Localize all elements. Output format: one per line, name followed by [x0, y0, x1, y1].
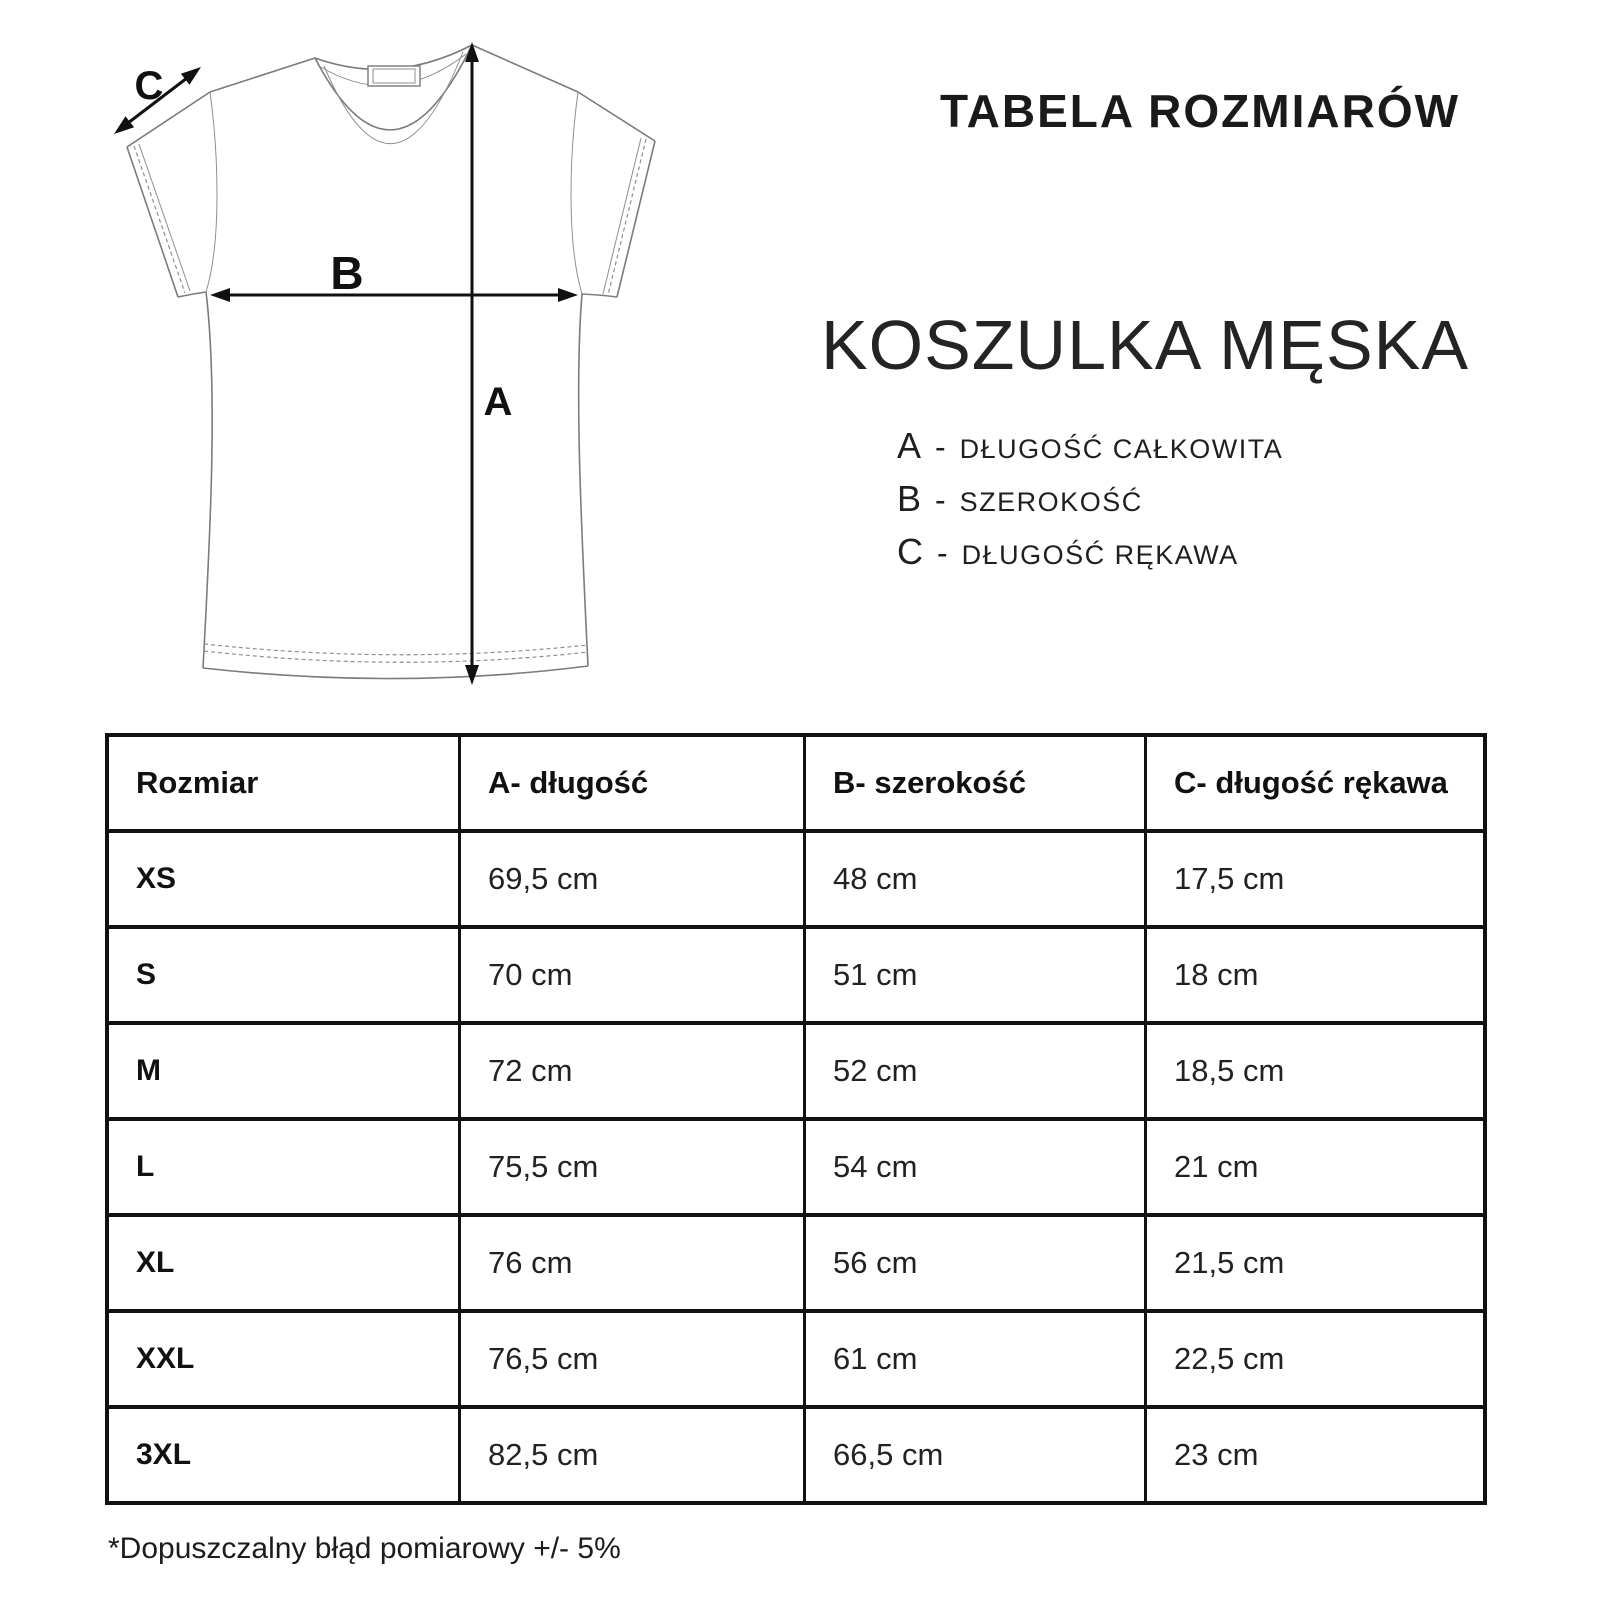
diagram-label-a: A	[483, 380, 513, 424]
legend-item-c	[897, 531, 1283, 584]
table-row	[109, 1309, 1483, 1405]
table-row	[109, 1021, 1483, 1117]
value-length: 72 cm	[458, 1025, 803, 1117]
value-sleeve: 21 cm	[1144, 1121, 1483, 1213]
table-row	[109, 1405, 1483, 1501]
value-sleeve: 21,5 cm	[1144, 1217, 1483, 1309]
table-row	[109, 1213, 1483, 1309]
measure-arrow-b	[210, 288, 578, 302]
legend-separator: -	[937, 535, 948, 571]
value-width: 56 cm	[803, 1217, 1144, 1309]
tshirt-collar	[315, 45, 472, 144]
size-table	[105, 733, 1487, 1505]
size-label: XXL	[136, 1342, 195, 1375]
size-table-header-row	[109, 737, 1483, 829]
value-sleeve: 23 cm	[1144, 1409, 1483, 1501]
diagram-label-c: C	[134, 64, 164, 108]
header-cell-sleeve: C- długość rękawa	[1144, 737, 1483, 829]
value-sleeve: 18 cm	[1144, 929, 1483, 1021]
tshirt-measurement-diagram	[100, 25, 660, 685]
value-length: 69,5 cm	[458, 833, 803, 925]
size-label: L	[136, 1150, 155, 1183]
legend-letter: B	[897, 478, 922, 519]
page-title: TABELA ROZMIARÓW	[939, 85, 1461, 137]
legend-description: DŁUGOŚĆ CAŁKOWITA	[959, 434, 1284, 464]
legend-item-b	[897, 478, 1283, 531]
measurement-legend	[897, 425, 1283, 584]
tshirt-body-outline	[127, 45, 655, 679]
table-row	[109, 829, 1483, 925]
value-length: 70 cm	[458, 929, 803, 1021]
table-row	[109, 1117, 1483, 1213]
legend-description: SZEROKOŚĆ	[959, 487, 1143, 517]
legend-letter: A	[897, 425, 922, 466]
legend-separator: -	[935, 482, 946, 518]
value-width: 61 cm	[803, 1313, 1144, 1405]
neck-label-tag	[368, 66, 420, 86]
header-cell-size: Rozmiar	[136, 765, 259, 800]
header-cell-length: A- długość	[458, 737, 803, 829]
measurement-tolerance-note: *Dopuszczalny błąd pomiarowy +/- 5%	[108, 1532, 621, 1565]
value-width: 51 cm	[803, 929, 1144, 1021]
size-label: XL	[136, 1246, 175, 1279]
product-name: KOSZULKA MĘSKA	[820, 306, 1470, 384]
value-length: 76,5 cm	[458, 1313, 803, 1405]
size-label: XS	[136, 862, 177, 895]
header-cell-width: B- szerokość	[803, 737, 1144, 829]
value-length: 75,5 cm	[458, 1121, 803, 1213]
value-length: 76 cm	[458, 1217, 803, 1309]
value-width: 54 cm	[803, 1121, 1144, 1213]
value-sleeve: 17,5 cm	[1144, 833, 1483, 925]
legend-description: DŁUGOŚĆ RĘKAWA	[961, 540, 1239, 570]
size-label: M	[136, 1054, 161, 1087]
value-length: 82,5 cm	[458, 1409, 803, 1501]
value-width: 52 cm	[803, 1025, 1144, 1117]
measure-arrow-a	[465, 42, 479, 685]
legend-item-a	[897, 425, 1283, 478]
legend-letter: C	[897, 531, 923, 572]
table-row	[109, 925, 1483, 1021]
size-label: 3XL	[136, 1438, 192, 1471]
size-label: S	[136, 958, 157, 991]
value-sleeve: 18,5 cm	[1144, 1025, 1483, 1117]
value-width: 66,5 cm	[803, 1409, 1144, 1501]
value-width: 48 cm	[803, 833, 1144, 925]
legend-separator: -	[935, 429, 946, 465]
value-sleeve: 22,5 cm	[1144, 1313, 1483, 1405]
diagram-label-b: B	[330, 247, 364, 299]
